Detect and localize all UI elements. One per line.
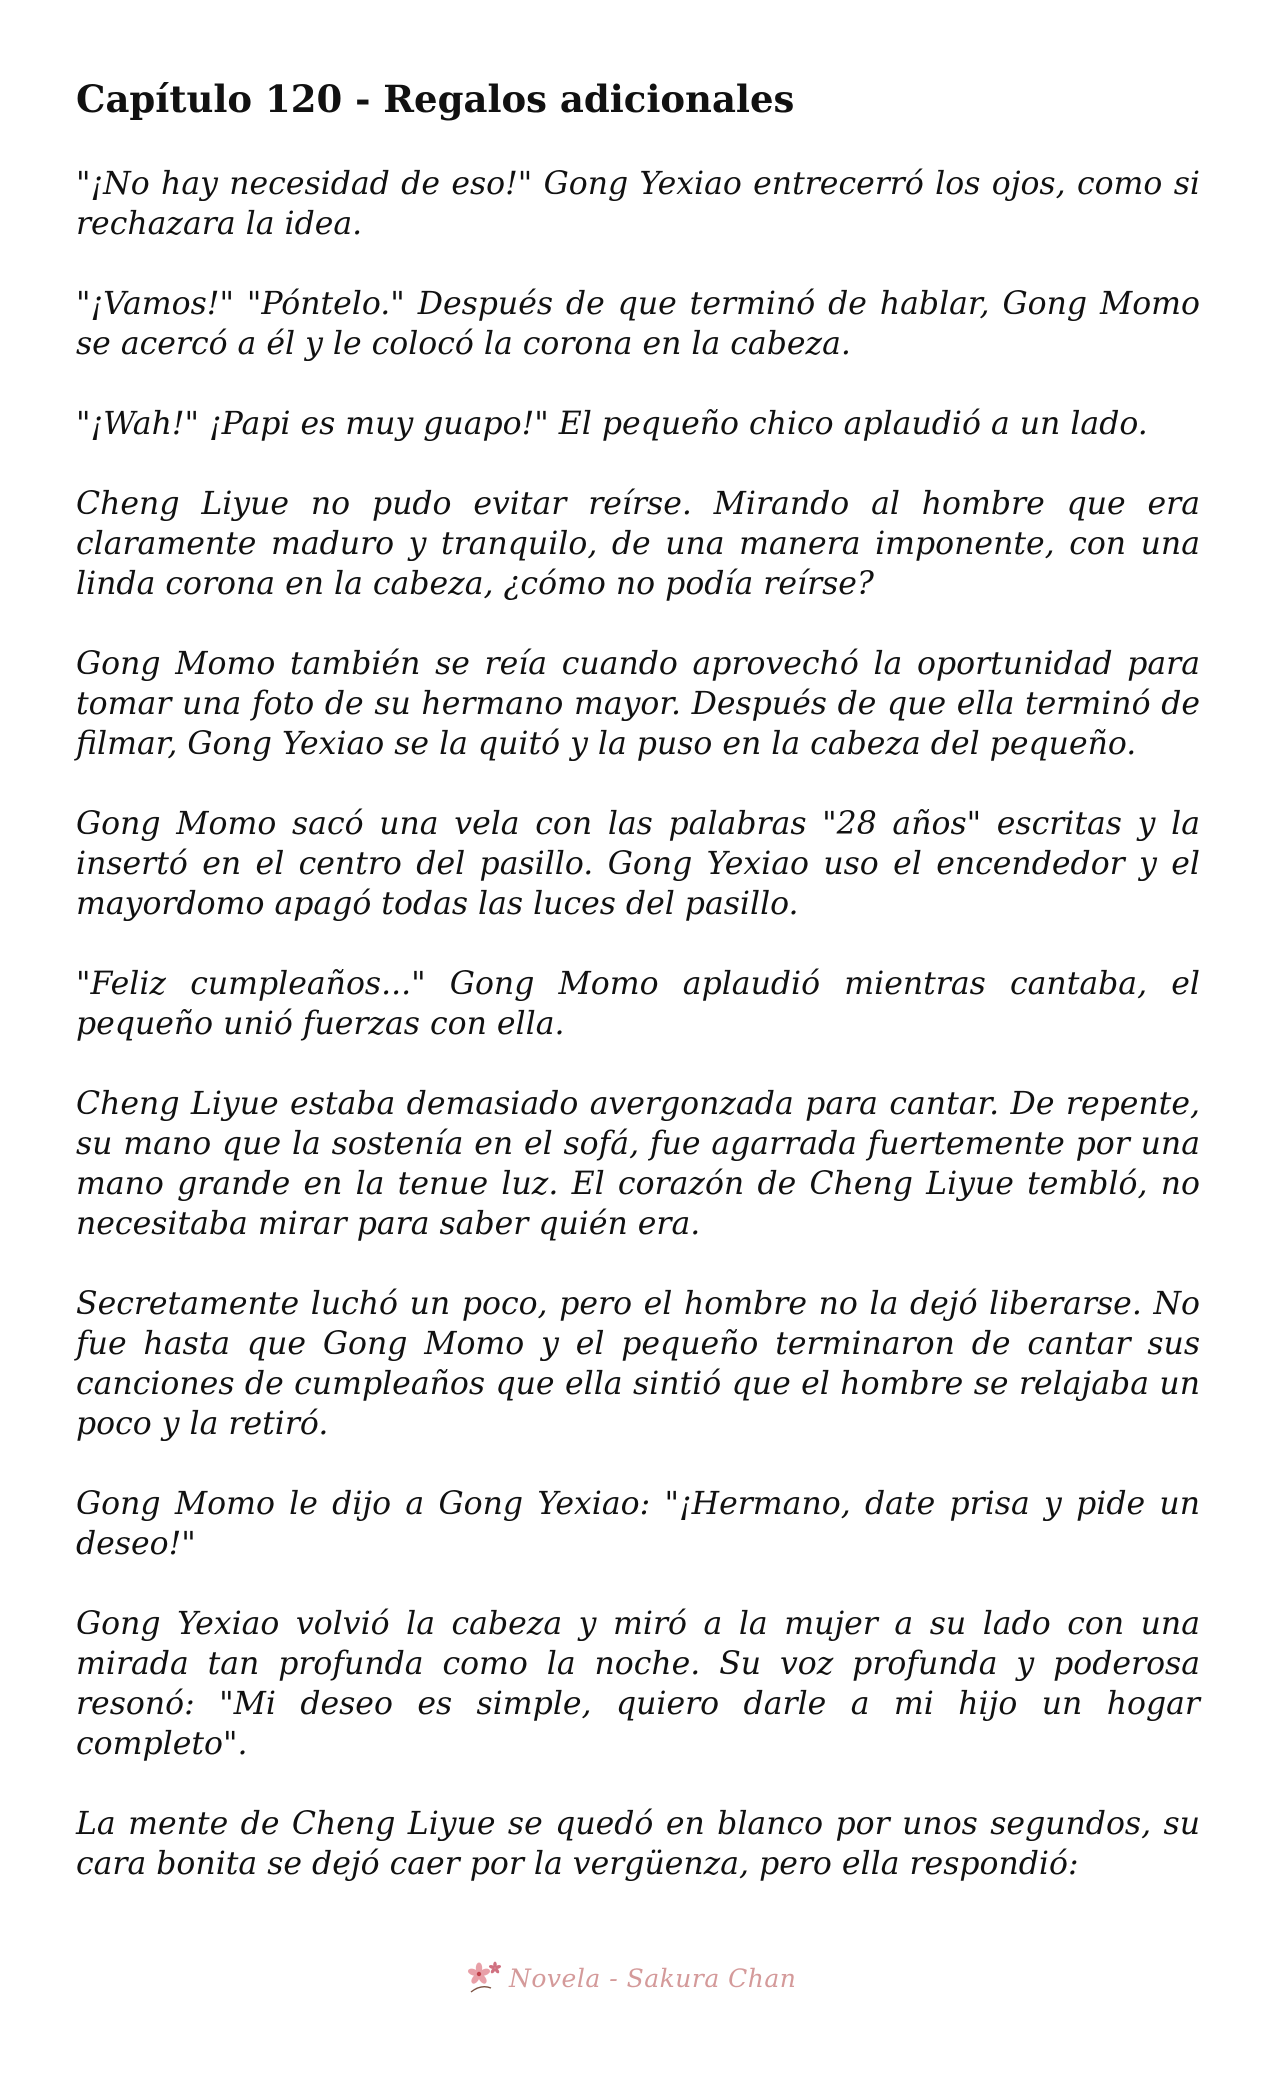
paragraph: "¡No hay necesidad de eso!" Gong Yexiao entrecerró los ojos, como si rechazara la idea. — [76, 166, 1200, 242]
paragraph: La mente de Cheng Liyue se quedó en blanco por unos segundos, su cara bonita se dejó caer por la vergüenza, pero ella respondió: — [76, 1806, 1200, 1882]
chapter-title: Capítulo 120 - Regalos adicionales — [76, 77, 795, 121]
paragraph: Gong Momo le dijo a Gong Yexiao: "¡Hermano, date prisa y pide un deseo!" — [76, 1486, 1200, 1562]
chapter-body — [76, 164, 1200, 1924]
paragraph: Gong Momo también se reía cuando aprovechó la oportunidad para tomar una foto de su hermano mayor. Después de que ella terminó de filmar, Gong Yexiao se la quitó y la puso en la cabeza del pequeño. — [76, 646, 1200, 762]
paragraph: "Feliz cumpleaños..." Gong Momo aplaudió mientras cantaba, el pequeño unió fuerzas con ella. — [76, 966, 1200, 1042]
paragraph: Gong Momo sacó una vela con las palabras "28 años" escritas y la insertó en el centro del pasillo. Gong Yexiao uso el encendedor y el mayordomo apagó todas las luces del pasillo. — [76, 806, 1200, 922]
watermark — [465, 1958, 796, 1998]
paragraph: Cheng Liyue no pudo evitar reírse. Mirando al hombre que era claramente maduro y tranquilo, de una manera imponente, con una linda corona en la cabeza, ¿cómo no podía reírse? — [76, 486, 1200, 602]
watermark-text: Novela - Sakura Chan — [509, 1963, 797, 1993]
paragraph: Secretamente luchó un poco, pero el hombre no la dejó liberarse. No fue hasta que Gong Momo y el pequeño terminaron de cantar sus canciones de cumpleaños que ella sintió que el hombre se relajaba un poco y la retiró. — [76, 1286, 1200, 1442]
sakura-flower-icon — [465, 1958, 505, 1998]
paragraph: "¡Vamos!" "Póntelo." Después de que terminó de hablar, Gong Momo se acercó a él y le colocó la corona en la cabeza. — [76, 286, 1200, 362]
paragraph: Gong Yexiao volvió la cabeza y miró a la mujer a su lado con una mirada tan profunda como la noche. Su voz profunda y poderosa resonó: "Mi deseo es simple, quiero darle a mi hijo un hogar completo". — [76, 1606, 1200, 1762]
paragraph: Cheng Liyue estaba demasiado avergonzada para cantar. De repente, su mano que la sostenía en el sofá, fue agarrada fuertemente por una mano grande en la tenue luz. El corazón de Cheng Liyue tembló, no necesitaba mirar para saber quién era. — [76, 1086, 1200, 1242]
paragraph: "¡Wah!" ¡Papi es muy guapo!" El pequeño chico aplaudió a un lado. — [76, 406, 1148, 442]
